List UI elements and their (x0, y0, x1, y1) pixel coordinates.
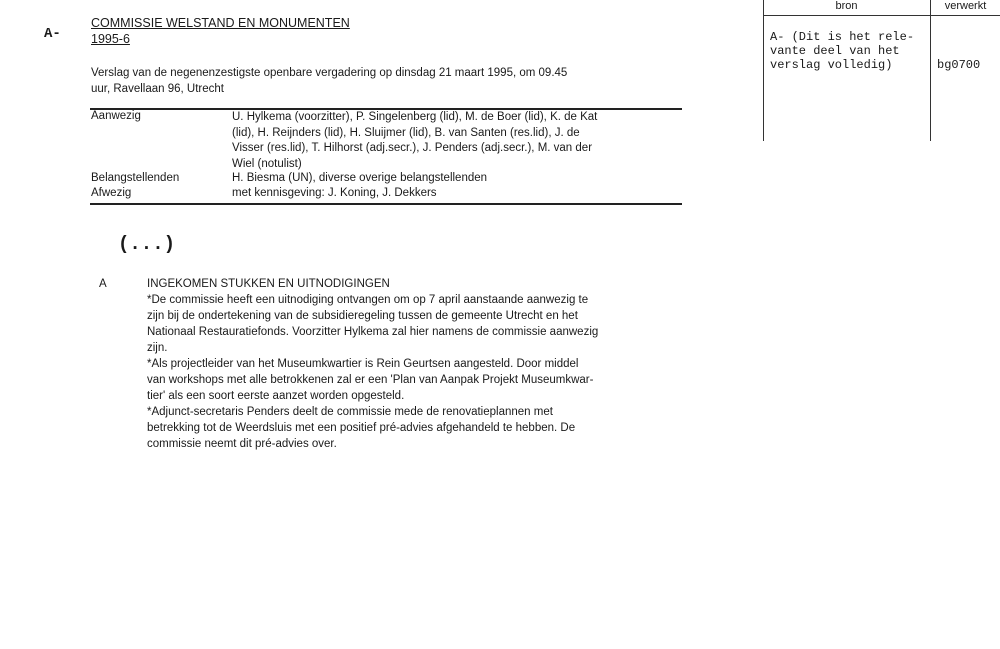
table-border (763, 0, 764, 141)
body-line: *Adjunct-secretaris Penders deelt de commissie mede de renovatieplannen met (147, 406, 553, 418)
attendance-value (232, 110, 597, 172)
intro-text (91, 65, 567, 97)
ellipsis: (...) (118, 233, 176, 255)
attendance-line: U. Hylkema (voorzitter), P. Singelenberg (lid), M. de Boer (lid), K. de Kat (232, 111, 598, 123)
body-line: *Als projectleider van het Museumkwartier is Rein Geurtsen aangesteld. Door middel (147, 358, 579, 370)
table-border (930, 0, 931, 141)
body-line: zijn bij de ondertekening van de subsidieregeling tussen de gemeente Utrecht en het (147, 310, 578, 322)
verwerkt-code: bg0700 (937, 58, 981, 72)
attendance-value: met kennisgeving: J. Koning, J. Dekkers (232, 187, 437, 199)
attendance-label: Afwezig (91, 187, 132, 199)
body-line: commissie neemt dit pré-advies over. (147, 438, 337, 450)
body-line: tier' als een soort eerste aanzet worden opgesteld. (147, 390, 405, 402)
attendance-value: H. Biesma (UN), diverse overige belangstellenden (232, 172, 488, 184)
body-line: van workshops met alle betrokkenen zal er een 'Plan van Aanpak Projekt Museumkwar- (147, 374, 594, 386)
divider (90, 203, 682, 205)
bron-line: vante deel van het (770, 44, 900, 58)
body-line: zijn. (147, 342, 168, 354)
intro-line: uur, Ravellaan 96, Utrecht (91, 83, 224, 95)
header-bron: bron (835, 0, 858, 12)
table-header-rule (763, 15, 1000, 16)
section-letter: A (99, 278, 107, 290)
section-title: INGEKOMEN STUKKEN EN UITNODIGINGEN (147, 278, 390, 290)
bron-line: A- (Dit is het rele- (770, 30, 915, 44)
bron-line: verslag volledig) (770, 58, 893, 72)
section-body (147, 292, 598, 452)
attendance-line: Wiel (notulist) (232, 157, 302, 170)
header-verwerkt: verwerkt (944, 0, 987, 12)
body-line: Nationaal Restauratiefonds. Voorzitter Hylkema zal hier namens de commissie aanwezig (147, 326, 599, 338)
document-code: 1995-6 (91, 32, 130, 46)
attendance-line: Visser (res.lid), T. Hilhorst (adj.secr.), J. Penders (adj.secr.), M. van der (232, 142, 593, 155)
margin-mark: A- (44, 26, 61, 42)
bron-note (770, 30, 914, 72)
attendance-line: (lid), H. Reijnders (lid), H. Sluijmer (lid), B. van Santen (res.lid), J. de (232, 126, 580, 139)
body-line: *De commissie heeft een uitnodiging ontvangen om op 7 april aanstaande aanwezig te (147, 294, 589, 306)
attendance-label: Aanwezig (91, 110, 141, 122)
document-title: COMMISSIE WELSTAND EN MONUMENTEN (91, 16, 350, 30)
body-line: betrekking tot de Weerdsluis met een positief pré-advies afgehandeld te hebben. De (147, 422, 576, 434)
attendance-label: Belangstellenden (91, 172, 180, 184)
intro-line: Verslag van de negenenzestigste openbare vergadering op dinsdag 21 maart 1995, om 09.45 (91, 67, 568, 79)
